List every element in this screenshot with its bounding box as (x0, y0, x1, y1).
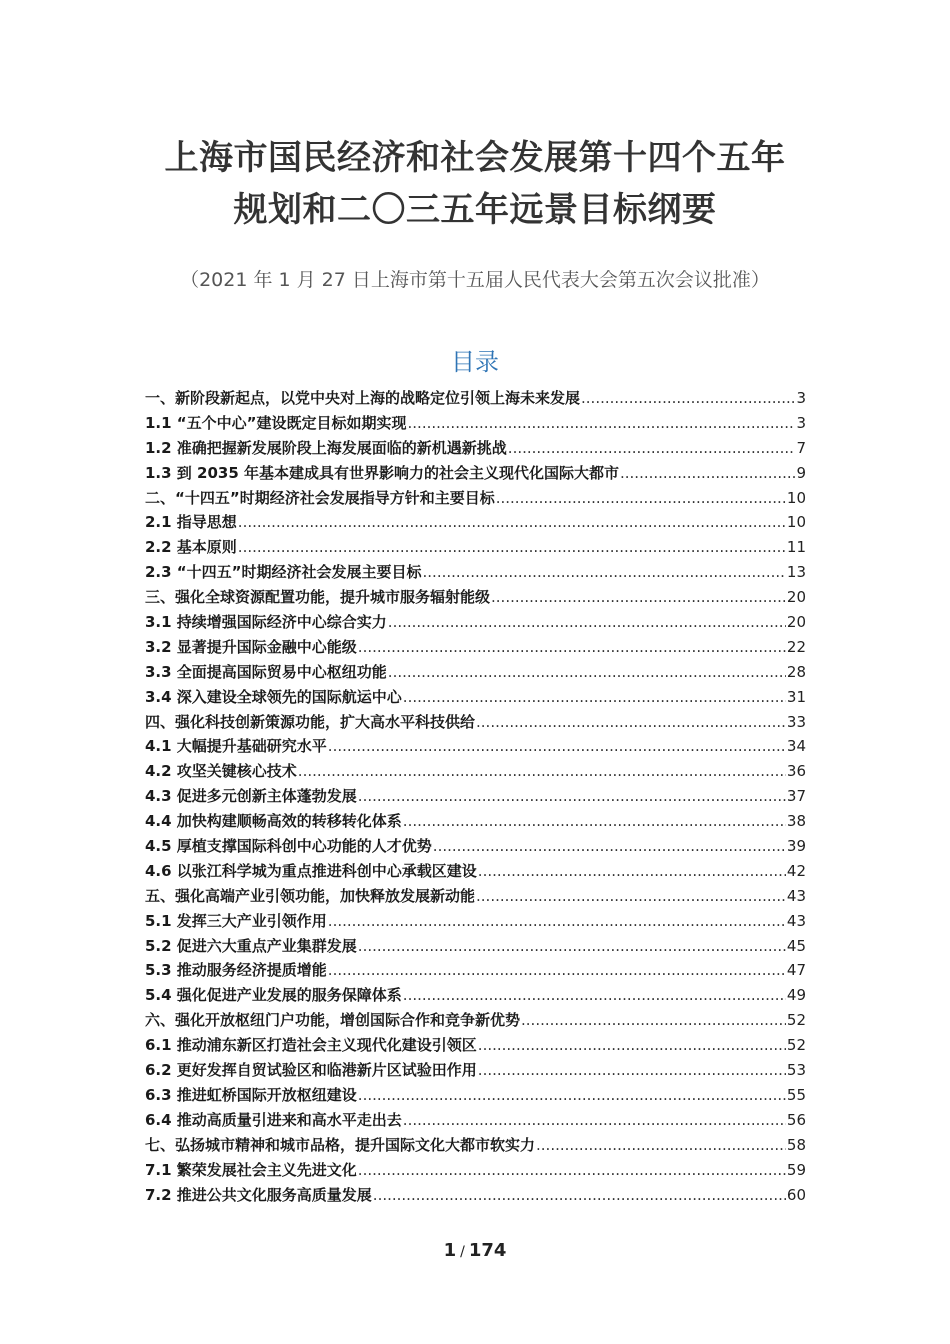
toc-leader-dots (403, 809, 786, 834)
toc-leader-dots (476, 884, 786, 909)
toc-leader-dots (491, 585, 786, 610)
toc-entry-label: 3.1 持续增强国际经济中心综合实力 (145, 613, 387, 632)
toc-entry[interactable] (145, 560, 806, 585)
toc-leader-dots (238, 510, 786, 535)
toc-entry-label: 5.2 促进六大重点产业集群发展 (145, 936, 357, 955)
toc-leader-dots (620, 461, 795, 486)
total-pages: 174 (468, 1240, 507, 1261)
toc-leader-dots (433, 834, 786, 859)
toc-leader-dots (478, 1058, 786, 1083)
current-page: 1 (443, 1240, 457, 1261)
toc-entry-page: 45 (786, 936, 806, 955)
toc-entry[interactable] (145, 1108, 806, 1133)
toc-leader-dots (388, 660, 786, 685)
toc-entry-label: 5.3 推动服务经济提质增能 (145, 961, 327, 980)
toc-entry-label: 六、强化开放枢纽门户功能，增创国际合作和竞争新优势 (145, 1011, 521, 1030)
toc-entry-page: 28 (786, 662, 806, 681)
toc-entry[interactable] (145, 635, 806, 660)
toc-leader-dots (423, 560, 786, 585)
toc-entry-page: 53 (786, 1061, 806, 1080)
toc-entry-label: 4.2 攻坚关键核心技术 (145, 762, 297, 781)
toc-entry-label: 1.3 到 2035 年基本建成具有世界影响力的社会主义现代化国际大都市 (145, 463, 619, 482)
toc-entry-page: 20 (786, 588, 806, 607)
toc-entry-label: 4.1 大幅提升基础研究水平 (145, 737, 327, 756)
toc-entry[interactable] (145, 1058, 806, 1083)
toc-entry-page: 31 (786, 687, 806, 706)
toc-entry-label: 2.1 指导思想 (145, 513, 237, 532)
toc-entry[interactable] (145, 585, 806, 610)
toc-entry-label: 5.1 发挥三大产业引领作用 (145, 911, 327, 930)
toc-entry[interactable] (145, 610, 806, 635)
toc-entry-page: 42 (786, 861, 806, 880)
toc-entry-page: 3 (796, 413, 806, 432)
toc-entry-label: 4.6 以张江科学城为重点推进科创中心承载区建设 (145, 861, 477, 880)
toc-leader-dots (328, 734, 786, 759)
toc-entry[interactable] (145, 510, 806, 535)
toc-entry-page: 11 (786, 538, 806, 557)
toc-entry-label: 七、弘扬城市精神和城市品格，提升国际文化大都市软实力 (145, 1135, 536, 1154)
toc-entry[interactable] (145, 386, 806, 411)
toc-entry[interactable] (145, 535, 806, 560)
toc-entry[interactable] (145, 909, 806, 934)
toc-entry-page: 3 (796, 389, 806, 407)
toc-entry[interactable] (145, 734, 806, 759)
toc-entry-page: 58 (786, 1135, 806, 1154)
toc-entry-page: 37 (786, 787, 806, 806)
toc-entry[interactable] (145, 461, 806, 486)
toc-entry-page: 9 (796, 463, 806, 482)
toc-entry-label: 二、“十四五”时期经济社会发展指导方针和主要目标 (145, 488, 495, 507)
toc-leader-dots (508, 436, 796, 461)
toc-leader-dots (521, 1008, 786, 1033)
toc-entry-label: 7.2 推进公共文化服务高质量发展 (145, 1185, 372, 1204)
toc-leader-dots (358, 784, 786, 809)
toc-leader-dots (358, 1083, 786, 1108)
toc-leader-dots (478, 1033, 786, 1058)
toc-leader-dots (238, 535, 786, 560)
toc-entry-page: 55 (786, 1085, 806, 1104)
page-indicator (0, 1240, 950, 1261)
toc-entry[interactable] (145, 436, 806, 461)
toc-entry[interactable] (145, 884, 806, 909)
toc-leader-dots (358, 635, 786, 660)
toc-entry[interactable] (145, 1133, 806, 1158)
toc-entry[interactable] (145, 809, 806, 834)
document-subtitle: （2021 年 1 月 27 日上海市第十五届人民代表大会第五次会议批准） (180, 269, 770, 291)
toc-entry-page: 13 (786, 563, 806, 582)
toc-entry-page: 59 (786, 1160, 806, 1179)
toc-entry-page: 36 (786, 762, 806, 781)
toc-entry-page: 47 (786, 961, 806, 980)
page-separator: / (460, 1244, 465, 1260)
toc-entry[interactable] (145, 834, 806, 859)
toc-entry-page: 34 (786, 737, 806, 756)
toc-leader-dots (581, 386, 795, 411)
toc-leader-dots (478, 859, 786, 884)
toc-entry-page: 22 (786, 637, 806, 656)
toc-leader-dots (298, 759, 786, 784)
toc-leader-dots (328, 909, 786, 934)
toc-entry[interactable] (145, 710, 806, 735)
toc-entry-label: 1.1 “五个中心”建设既定目标如期实现 (145, 413, 407, 432)
toc-entry-page: 60 (786, 1185, 806, 1204)
toc-leader-dots (403, 1108, 786, 1133)
toc-entry[interactable] (145, 1083, 806, 1108)
toc-entry-label: 1.2 准确把握新发展阶段上海发展面临的新机遇新挑战 (145, 438, 507, 457)
toc-entry[interactable] (145, 958, 806, 983)
toc-entry[interactable] (145, 486, 806, 511)
toc-entry[interactable] (145, 685, 806, 710)
toc-leader-dots (403, 685, 786, 710)
toc-entry-label: 3.2 显著提升国际金融中心能级 (145, 637, 357, 656)
toc-leader-dots (358, 1158, 786, 1183)
toc-entry-page: 7 (796, 438, 806, 457)
toc-entry-label: 2.3 “十四五”时期经济社会发展主要目标 (145, 563, 422, 582)
toc-heading: 目录 (451, 348, 499, 376)
toc-entry-page: 10 (786, 488, 806, 507)
toc-leader-dots (476, 710, 786, 735)
toc-leader-dots (358, 934, 786, 959)
toc-entry-page: 56 (786, 1110, 806, 1129)
toc-entry-label: 2.2 基本原则 (145, 538, 237, 557)
toc-leader-dots (496, 486, 786, 511)
toc-entry[interactable] (145, 1033, 806, 1058)
toc-entry-label: 三、强化全球资源配置功能，提升城市服务辐射能级 (145, 588, 491, 607)
toc-entry[interactable] (145, 859, 806, 884)
toc-entry-label: 四、强化科技创新策源功能，扩大高水平科技供给 (145, 712, 476, 731)
toc-entry-label: 3.3 全面提高国际贸易中心枢纽功能 (145, 662, 387, 681)
toc-entry[interactable] (145, 983, 806, 1008)
toc-entry-label: 7.1 繁荣发展社会主义先进文化 (145, 1160, 357, 1179)
toc-entry[interactable] (145, 1158, 806, 1183)
toc-leader-dots (373, 1183, 786, 1208)
toc-entry-label: 4.3 促进多元创新主体蓬勃发展 (145, 787, 357, 806)
toc-entry[interactable] (145, 660, 806, 685)
toc-entry-page: 52 (786, 1011, 806, 1030)
toc-entry-page: 49 (786, 986, 806, 1005)
toc-leader-dots (388, 610, 786, 635)
table-of-contents (145, 386, 806, 1207)
toc-entry-label: 五、强化高端产业引领功能，加快释放发展新动能 (145, 886, 476, 905)
toc-entry-label: 一、新阶段新起点，以党中央对上海的战略定位引领上海未来发展 (145, 389, 581, 407)
toc-leader-dots (536, 1133, 786, 1158)
toc-entry-page: 52 (786, 1036, 806, 1055)
toc-entry[interactable] (145, 759, 806, 784)
toc-entry-page: 43 (786, 911, 806, 930)
toc-leader-dots (408, 411, 796, 436)
toc-entry-page: 33 (786, 712, 806, 731)
toc-entry-page: 20 (786, 613, 806, 632)
toc-entry-label: 6.4 推动高质量引进来和高水平走出去 (145, 1110, 402, 1129)
toc-leader-dots (328, 958, 786, 983)
document-title-line1: 上海市国民经济和社会发展第十四个五年 (164, 138, 786, 178)
toc-leader-dots (403, 983, 786, 1008)
toc-entry-page: 43 (786, 886, 806, 905)
toc-entry-page: 39 (786, 837, 806, 856)
toc-entry-label: 5.4 强化促进产业发展的服务保障体系 (145, 986, 402, 1005)
toc-entry-label: 6.1 推动浦东新区打造社会主义现代化建设引领区 (145, 1036, 477, 1055)
toc-entry-label: 4.4 加快构建顺畅高效的转移转化体系 (145, 812, 402, 831)
document-title-line2: 规划和二〇三五年远景目标纲要 (233, 190, 717, 230)
toc-entry[interactable] (145, 1183, 806, 1208)
toc-entry-page: 38 (786, 812, 806, 831)
toc-entry[interactable] (145, 934, 806, 959)
toc-entry-label: 6.2 更好发挥自贸试验区和临港新片区试验田作用 (145, 1061, 477, 1080)
toc-entry-label: 4.5 厚植支撑国际科创中心功能的人才优势 (145, 837, 432, 856)
toc-entry[interactable] (145, 1008, 806, 1033)
toc-entry-label: 6.3 推进虹桥国际开放枢纽建设 (145, 1085, 357, 1104)
toc-entry[interactable] (145, 784, 806, 809)
toc-entry-page: 10 (786, 513, 806, 532)
toc-entry[interactable] (145, 411, 806, 436)
toc-entry-label: 3.4 深入建设全球领先的国际航运中心 (145, 687, 402, 706)
